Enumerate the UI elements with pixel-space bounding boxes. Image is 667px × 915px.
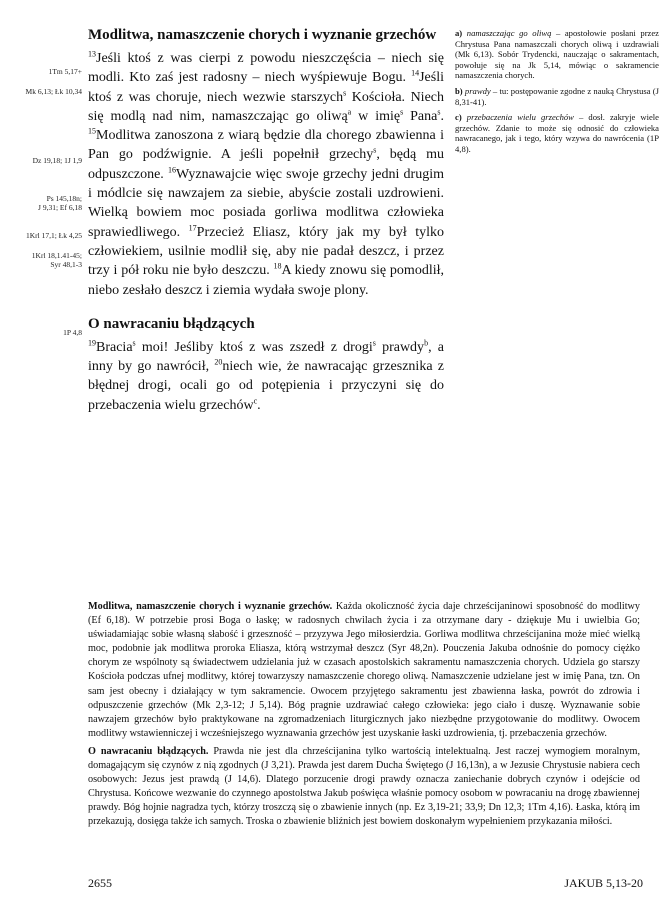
verse-text: Jeśli ktoś z was choruje, niech wezwie starszych [88,70,444,105]
verse-text: Jeśli ktoś z was cierpi z powodu nieszczęścia – niech się modli. Kto zaś jest radosny – niech wyśpiewuje Bogu. [88,51,444,86]
verse-marker: 20 [214,357,223,367]
section-heading-conversion: O nawracaniu błądzących [88,315,255,332]
cross-reference: Dz 19,18; 1J 1,9 [32,156,82,165]
cross-reference: Ps 145,18n; [46,194,82,203]
verse-marker: 18 [273,261,282,271]
cross-reference: Syr 48,1-3 [50,260,82,269]
verse-marker: 19 [88,338,96,348]
verse-text: Przecież Eliasz, który jak my był tylko człowiekiem, usilnie modlił się, aby nie padał deszcz, i przez trzy i pół roku nie było deszczu. [88,224,444,279]
commentary [88,600,640,834]
verses-13-18 [88,49,444,300]
page-number: 2655 [88,876,112,890]
verse-text: . [440,108,444,124]
cross-reference: Mk 6,13; Łk 10,34 [25,87,82,96]
verse-marker: 13 [88,49,96,59]
verse-text: Bracia [96,339,133,355]
verse-text: , będą mu odpuszczone. [88,147,444,182]
verses-19-20 [88,338,444,415]
running-head: JAKUB 5,13-20 [564,876,643,890]
verse-marker: s [343,87,347,97]
verse-marker: s [372,338,376,348]
verse-marker: s [132,338,136,348]
main-text [88,26,444,415]
cross-reference: 1P 4,8 [63,328,82,337]
verse-text: . [257,397,261,413]
cross-reference: J 9,31; Ef 6,18 [38,203,82,212]
verse-text: prawdy [375,339,425,355]
footnote-b: b) prawdy – tu: postępowanie zgodne z nauką Chrystusa (J 8,31-41). [455,85,659,107]
footnote-a: a) namaszczając go oliwą – apostołowie posłani przez Chrystusa Pana namaszczali chorych oliwą i uzdrawiali (Mk 6,13). Sobór Trydencki, nauczając o sakramentach, powołuje się na Jk 5,14, mówiąc o sakramencie namaszczenia chorych. [455,28,659,81]
footnotes [455,28,659,160]
verse-marker: s [373,145,377,155]
cross-reference: 1Tm 5,17+ [48,67,82,76]
verse-text: A kiedy znowu się pomodlił, niebo zesłało deszcz i ziemia wydała swoje plony. [88,263,444,298]
verse-marker: 17 [188,223,197,233]
verse-marker: 14 [411,68,420,78]
verse-text: Wyznawajcie więc swoje grzechy jedni drugim i módlcie się nawzajem za siebie, abyście zostali uzdrowieni. Wielką bowiem moc posiada gorliwa modlitwa człowieka sprawiedliwego. [88,166,444,240]
verse-marker: c [253,396,258,406]
verse-text: , a inny by go nawrócił, [88,339,444,375]
cross-references [20,0,82,400]
verse-text: w imię [351,108,401,124]
verse-text: Pana [403,108,438,124]
cross-reference: 1Krl 18,1.41-45; [31,251,82,260]
verse-marker: s [400,107,404,117]
verse-text: Modlitwa zanoszona z wiarą będzie dla chorego zbawienna i Pan go podźwignie. A jeśli popełnił grzechy [88,128,444,163]
verse-marker: b [424,338,429,348]
section-heading-prayer: Modlitwa, namaszczenie chorych i wyznanie grzechów [88,27,437,43]
verse-marker: 15 [88,126,96,136]
commentary-paragraph: Modlitwa, namaszczenie chorych i wyznanie grzechów. Każda okoliczność życia daje chrześcijaninowi sposobność do modlitwy (Ef 6,18). W potrzebie prosi Boga o łaskę; w radosnych chwilach życia i za otrzymane dary - dziękuje Mu i uwielbia Go; uświadamiając sobie własną słabość i grzeszność – przyzywa Jego miłosierdzia. Gorliwa modlitwa chrześcijanina może mieć wielką moc, podobnie jak modlitwa proroka Eliasza, którą wstrzymał deszcz (Syr 48,2n). Pouczenia Jakuba odnośnie do pomocy ciężko chorym ze wspólnoty są świadectwem udzielania już w czasach apostolskich sakramentu namaszczenia chorych. Udziela go starszy Kościoła podczas ufnej modlitwy, której towarzyszy namaszczenie chorego oliwą. Namaszczenie udzielane jest w imię Pana, tzn. On sam jest obecny i działający w tym sakramencie. Owocem przyjętego sakramentu jest zbawienna łaska, powrót do zdrowia i odpuszczenie grzechów (Mk 2,3-12; J 5,14). Bóg pragnie uzdrawiać całego człowieka: jego ciało i duszę. Wyznawanie sobie nawzajem grzechów było praktykowane na zgromadzeniach liturgicznych jako niezbędne przygotowanie do modlitwy. Owocem modlitwy wstawienniczej i wcześniejszego wyznawania grzechów jest uzyskanie łaski uzdrowienia, tj. przebaczenia grzechów. [88,601,641,739]
verse-marker: 16 [167,165,176,175]
commentary-paragraph: O nawracaniu błądzących. Prawda nie jest dla chrześcijanina tylko wartością intelektualną. Jest raczej wymogiem moralnym, domagającym się czynów z nią zgodnych (J 3,21). Prawda jest darem Ducha Świętego (J 16,13n), a w Jezusie Chrystusie nabiera cech osobowych: Jezus jest prawdą (J 14,6). Dlatego porzucenie drogi prawdy oznacza zaniechanie dobrych czynów i odejście od Chrystusa. Końcowe wezwanie do czynnego apostolstwa Jakub poświęca właśnie pomocy osobom w powracaniu na drogę zbawiennej prawdy. Bóg hojnie nagradza tych, którzy troszczą się o zbawienie innych (np. Ez 3,19-21; 33,9; Dn 12,3; 1Tm 4,16). Łaska, którą im przekazują, dosięga także ich samych. Troska o zbawienie bliźnich jest bowiem doskonałym wypełnieniem przykazania miłości. [88,745,641,828]
verse-marker: a [347,107,352,117]
verse-text: niech wie, że nawracając grzesznika z błędnej drogi, ocali go od potępienia i przyczyni się do przebaczenia wielu grzechów [88,359,444,413]
verse-marker: s [437,107,441,117]
verse-text: moi! Jeśliby ktoś z was zszedł z drogi [135,339,373,355]
footnote-c: c) przebaczenia wielu grzechów – dosł. zakryje wiele grzechów. Zdanie to może się odnosić do człowieka nawracanego, jak i tego, który wzywa do nawrócenia (1P 4,8). [455,112,659,154]
cross-reference: 1Krl 17,1; Łk 4,25 [25,231,82,240]
verse-text: Kościoła. Niech się modlą nad nim, namaszczając go oliwą [88,89,444,124]
